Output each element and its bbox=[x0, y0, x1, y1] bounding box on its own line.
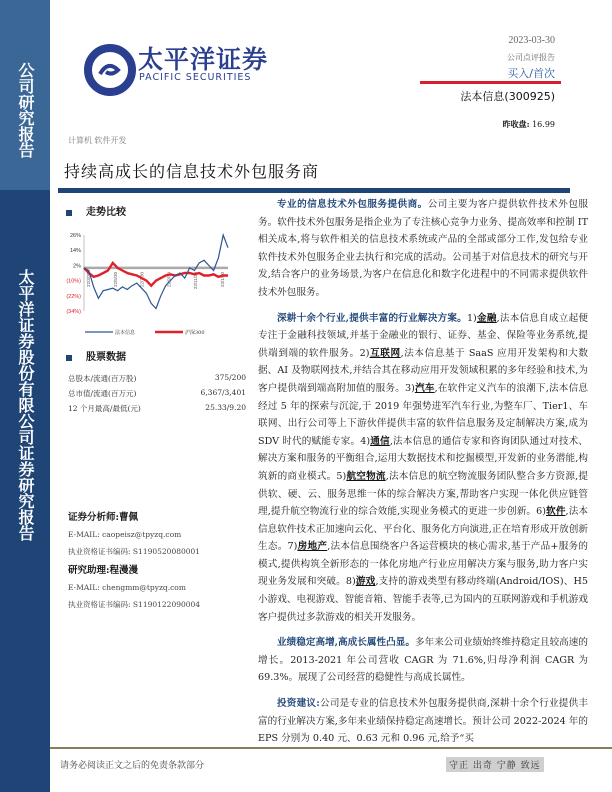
footer-divider bbox=[50, 747, 612, 749]
paragraph-lead: 投资建议: bbox=[277, 698, 320, 710]
industry-keyword: 通信 bbox=[370, 435, 390, 447]
stock-row-label: 12 个月最高/最低(元) bbox=[68, 404, 141, 413]
report-type: 公司点评报告 bbox=[507, 53, 555, 62]
industry-keyword: 游戏 bbox=[355, 576, 376, 588]
industry-keyword: 互联网 bbox=[369, 347, 401, 359]
paragraph-text: ,法本信息的通信专家和咨询团队通过对技术、解决方案和服务的平衡组合,运用大数据技术和挖掘模型,开发新的业务潜能,构筑新的商业模式。5) bbox=[258, 435, 589, 482]
industry-keyword: 软件 bbox=[546, 506, 566, 518]
logo-name-cn: 太平洋证券 bbox=[138, 45, 269, 74]
x-tick-label: 22/5/30 bbox=[112, 271, 118, 287]
assistant-cert: 执业资格证书编码: S1190122090004 bbox=[68, 600, 201, 609]
series-line-1 bbox=[84, 263, 228, 286]
logo-name-en: PACIFIC SECURITIES bbox=[139, 72, 252, 83]
stock-row bbox=[68, 373, 246, 384]
paragraph-text: ,在软件定义汽车的浪潮下,法本信息经过 5 年的探索与沉淀,于 2019 年强势进军汽车行业,为整车厂、Tier1、车联网、出行公司等上下游伙伴提供丰富的软件信息服务及定制解决方案,成为 SDV 时代的赋能专家。4) bbox=[258, 382, 588, 447]
motto: 守正 出奇 宁静 致远 bbox=[446, 757, 544, 772]
analyst-cert: 执业资格证书编码: S1190520080001 bbox=[68, 547, 201, 556]
sidebar-report-label: 公司研究报告 bbox=[16, 62, 35, 158]
stock-heading-text: 股票数据 bbox=[86, 352, 126, 363]
paragraph-text: 公司是专业的信息技术外包服务提供商,深耕十余个行业提供丰富的行业解决方案,多年来业绩保持稳定高速增长。预计公司 2022-2024 年的 EPS 分别为 0.40 元、0.63 元和 0.96 元,给予“买 bbox=[258, 698, 588, 745]
industry-keyword: 金融 bbox=[476, 312, 497, 324]
paragraph-text: ,法本信息软件技术正加速向云化、平台化、服务化方向演进,正在培育形成开放创新生态。7) bbox=[258, 506, 588, 553]
paragraph-lead: 业绩稳定高增,高成长属性凸显。 bbox=[277, 637, 415, 649]
bullet-square-icon bbox=[66, 210, 72, 216]
stock-row bbox=[68, 388, 246, 399]
stock-row-label: 总股本/流通(百万股) bbox=[68, 374, 137, 383]
sidebar-company-label: 太平洋证券股份有限公司证券研究报告 bbox=[16, 269, 35, 541]
stock-row-label: 总市值/流通(百万元) bbox=[68, 389, 137, 398]
close-price bbox=[503, 119, 555, 130]
bullet-square-icon bbox=[66, 355, 72, 361]
industry-keyword: 房地产 bbox=[297, 541, 328, 553]
trend-chart bbox=[60, 225, 240, 345]
stock-row bbox=[68, 403, 246, 414]
main-body bbox=[258, 196, 588, 756]
industry-keyword: 航空物流 bbox=[346, 470, 386, 482]
legend-label: 法本信息 bbox=[115, 330, 136, 336]
trend-heading bbox=[66, 203, 126, 218]
paragraph-lead: 深耕十余个行业,提供丰富的行业解决方案。 bbox=[277, 312, 467, 324]
industry-keyword: 汽车 bbox=[414, 382, 435, 394]
paragraph bbox=[258, 310, 588, 627]
sector: 计算机 软件开发 bbox=[68, 136, 127, 145]
company-ticker: 法本信息(300925) bbox=[460, 90, 555, 103]
x-tick-label: 22/3/30 bbox=[86, 271, 91, 287]
paragraph bbox=[258, 634, 588, 687]
rating-underline bbox=[420, 81, 561, 84]
y-tick-label: (10%) bbox=[66, 278, 81, 285]
stock-row-value: 375/200 bbox=[214, 373, 246, 382]
rating: 买入/首次 bbox=[507, 67, 555, 80]
close-value: 16.99 bbox=[532, 120, 555, 129]
y-tick-label: (22%) bbox=[66, 293, 81, 300]
y-tick-label: 2% bbox=[73, 263, 81, 270]
paragraph-lead: 专业的信息技术外包服务提供商。 bbox=[277, 199, 428, 210]
disclaimer-note: 请务必阅读正文之后的免责条款部分 bbox=[60, 761, 205, 771]
legend-label: 沪深300 bbox=[185, 330, 205, 336]
paragraph-text: ,法本信息自成立起便专注于金融科技领域,并基于金融业的银行、证券、基金、保险等业务系统,提供端到端的软件服务。2) bbox=[258, 312, 588, 359]
stock-row-value: 25.33/9.20 bbox=[205, 403, 246, 412]
stock-heading bbox=[66, 348, 126, 363]
logo-mark-icon bbox=[62, 14, 142, 104]
paragraph-text: 1) bbox=[466, 312, 477, 324]
report-date: 2023-03-30 bbox=[508, 35, 555, 46]
stock-row-value: 6,367/3,401 bbox=[200, 388, 246, 397]
analyst-title: 证券分析师:曹佩 bbox=[68, 512, 139, 523]
x-tick-label: 22/9/30 bbox=[166, 271, 172, 287]
assistant-email[interactable]: E-MAIL: chengmm@tpyzq.com bbox=[68, 583, 186, 592]
paragraph-text: 公司主要为客户提供软件技术外包服务。软件技术外包服务是指企业为了专注核心竞争力业务、提高效率和控制 IT 相关成本,将与软件相关的信息技术系统或产品的全部或部分工作,发包给专业软件技术外包服务企业去执行和完成的活动。公司基于对信息技术的研究与开发,结合客户的业务场景,为客户在信息化和数字化进程中的不同需求提供软件技术外包服务。 bbox=[258, 199, 588, 298]
page-title: 持续高成长的信息技术外包服务商 bbox=[64, 162, 320, 181]
x-tick-label: 22/7/30 bbox=[139, 271, 145, 287]
paragraph-text: ,法本信息围绕客户各运营模块的核心需求,基于产品+服务的模式,提供构筑全新形态的一体化房地产行业应用解决方案与服务,助力客户实现业务发展和突破。8) bbox=[258, 541, 588, 588]
x-tick-label: 23/1/30 bbox=[220, 271, 225, 287]
y-tick-label: 26% bbox=[69, 233, 81, 239]
y-tick-label: 14% bbox=[69, 248, 81, 255]
paragraph bbox=[258, 196, 588, 302]
paragraph-text: 多年来公司业绩始终维持稳定且较高速的增长。2013-2021 年公司营收 CAGR 为 71.6%,归母净利润 CAGR 为 69.3%。展现了公司经营的稳健性与高成长属性。 bbox=[258, 637, 589, 684]
close-label: 昨收盘: bbox=[502, 119, 530, 129]
trend-heading-text: 走势比较 bbox=[86, 207, 126, 218]
paragraph-text: ,法本信息的航空物流服务团队整合多方资源,提供软、硬、云、服务思维一体的综合解决方案,帮助客户实现一体化供应链管理,提升航空物流行业的综合效能,实现业务模式的更进一步创新。6) bbox=[258, 470, 589, 518]
x-tick-label: 22/11/30 bbox=[193, 271, 199, 290]
y-tick-label: (34%) bbox=[66, 309, 81, 315]
paragraph-text: ,支持的游戏类型有移动终端(Android/IOS)、H5 小游戏、电视游戏、智能音箱、智能手表等,已为国内的互联网游戏和手机游戏客户提供过多款游戏的相关开发服务。 bbox=[258, 576, 588, 623]
title-divider bbox=[58, 188, 570, 193]
paragraph bbox=[258, 695, 588, 748]
analyst-email[interactable]: E-MAIL: caopeisz@tpyzq.com bbox=[68, 530, 182, 539]
paragraph-text: ,法本信息基于 SaaS 应用开发架构和大数据、AI 及物联网技术,并结合其在移动应用开发领域积累的多年经验和技术,为客户提供端到端高附加值的服务。3) bbox=[258, 347, 588, 394]
assistant-title: 研究助理:程漫漫 bbox=[68, 565, 139, 576]
